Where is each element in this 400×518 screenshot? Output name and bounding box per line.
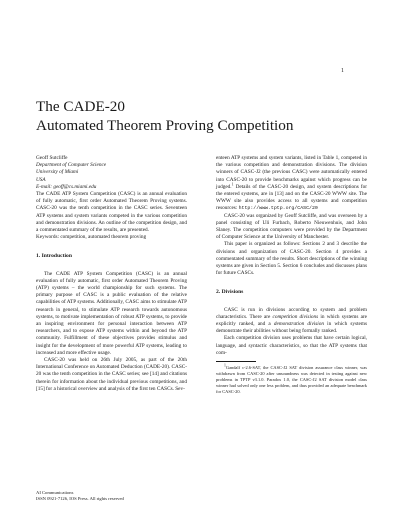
right-column [216,155,367,395]
divisions-text-c: in which systems demonstrate their abilities without being formally ranked. [216,321,367,335]
author-department: Department of Computer Science [36,162,107,169]
author-country: USA [36,176,46,183]
footnote-text: Gandalf c-2.6-SAT, the CASC-J2 SAT division assurance class winner, was withdrawn from CASC-20 after unsoundness was detected in testing against new problems in TPTP v3.1.0. Paradox 1.0, the CASC-J2 SAT division model class winner had solved only one less problem, and thus provided an adequate benchmark for CASC-20. [216,365,367,395]
journal-name: AI Communications [36,490,74,495]
title-line-2: Automated Theorem Proving Competition [36,117,294,134]
divisions-emph-demonstration: demonstration division [273,321,325,328]
footnote [216,365,367,395]
footnote-divider [216,361,256,362]
footnote-ref: 1 [231,182,234,187]
section-heading-introduction: 1. Introduction [36,253,72,260]
page-footer [36,490,124,503]
intro-continued-text-a: enteen ATP systems and system variants, listed in Table 1, competed in the various competition and demonstration divisions. The division winners of CASC-J2 (the previous CASC) were automatically entered into CASC-20 to provide benchmarks against which progress can be judged. [216,155,367,190]
intro-continued-text-b: Details of the CASC-20 design, and system descriptions for the entered systems, are in [13] and on the CASC-20 WWW site. The WWW site also provides access to all systems and competition resources: [216,183,367,212]
paper-title [36,97,366,135]
intro-paragraph-3: CASC-20 was organized by Geoff Sutcliffe, and was overseen by a panel consisting of Uli Furbach, Roberto Nieuwenhuis, and John Slaney. The competition computers were provided by the Department of Computer Science at the University of Manchester. [216,212,367,241]
intro-paragraph-1: The CADE ATP System Competition (CASC) is an annual evaluation of fully automatic, first order Automated Theorem Proving (ATP) systems – the world championship for such systems. The primary purpose of CASC is a public evaluation of the relative capabilities of ATP systems. Additionally, CASC aims to stimulate ATP research in general, to stimulate ATP research towards autonomous systems, to motivate implementation of robust ATP systems, to provide an inspiring environment for personal interaction between ATP researchers, and to expose ATP systems within and beyond the ATP community. Fulfillment of these objectives provides stimulus and insight for the development of more powerful ATP systems, leading to increased and more effective usage. [36,270,187,356]
divisions-text-b: in which systems are explicitly ranked, and a [216,313,367,328]
title-line-1: The CADE-20 [36,98,125,115]
casc-url[interactable]: http://www.tptp.org/CASC/20 [238,206,318,212]
footnote-marker: 1 [224,363,226,368]
divisions-text-a: CASC is run in divisions according to system and problem characteristics. There are [216,306,367,320]
divisions-paragraph-2: Each competition division uses problems that have certain logical, language, and syntactic characteristics, so that the ATP systems that com- [216,335,367,356]
page-number: 1 [341,68,344,74]
left-column [36,155,187,393]
issn-line: ISSN 0921-7126, IOS Press. All rights reserved [36,496,124,502]
keywords: Keywords: competition, automated theorem proving [36,234,147,241]
author-name: Geoff Sutcliffe [36,155,68,161]
intro-paragraph-4: This paper is organized as follows: Sections 2 and 3 describe the divisions and organization of CASC-20. Section 4 provides a commentated summary of the results. Short descriptions of the winning systems are given in Section 5. Section 6 concludes and discusses plans for future CASCs. [216,241,367,277]
abstract: The CADE ATP System Competition (CASC) is an annual evaluation of fully automatic, first order Automated Theorem Proving systems. CASC-20 was the tenth competition in the CASC series. Seventeen ATP systems and system variants competed in the various competition and demonstration divisions. An outline of the competition design, and a commentated summary of the results, are presented. [36,191,187,234]
intro-paragraph-2: CASC-20 was held on 26th July 2005, as part of the 20th International Conference on Automated Deduction (CADE-20). CASC-20 was the tenth competition in the CASC series; see [14] and citations therein for information about the individual previous competitions, and [15] for a historical overview and analysis of the first ten CASCs. Sev- [36,357,187,392]
section-heading-divisions: 2. Divisions [216,289,244,296]
intro-paragraph-2-continued [216,155,367,213]
author-university: University of Miami [36,169,79,176]
divisions-paragraph-1 [216,307,367,336]
divisions-emph-competition: competition divisions [272,313,319,320]
author-email: E-mail: geoff@cs.miami.edu [36,183,97,190]
